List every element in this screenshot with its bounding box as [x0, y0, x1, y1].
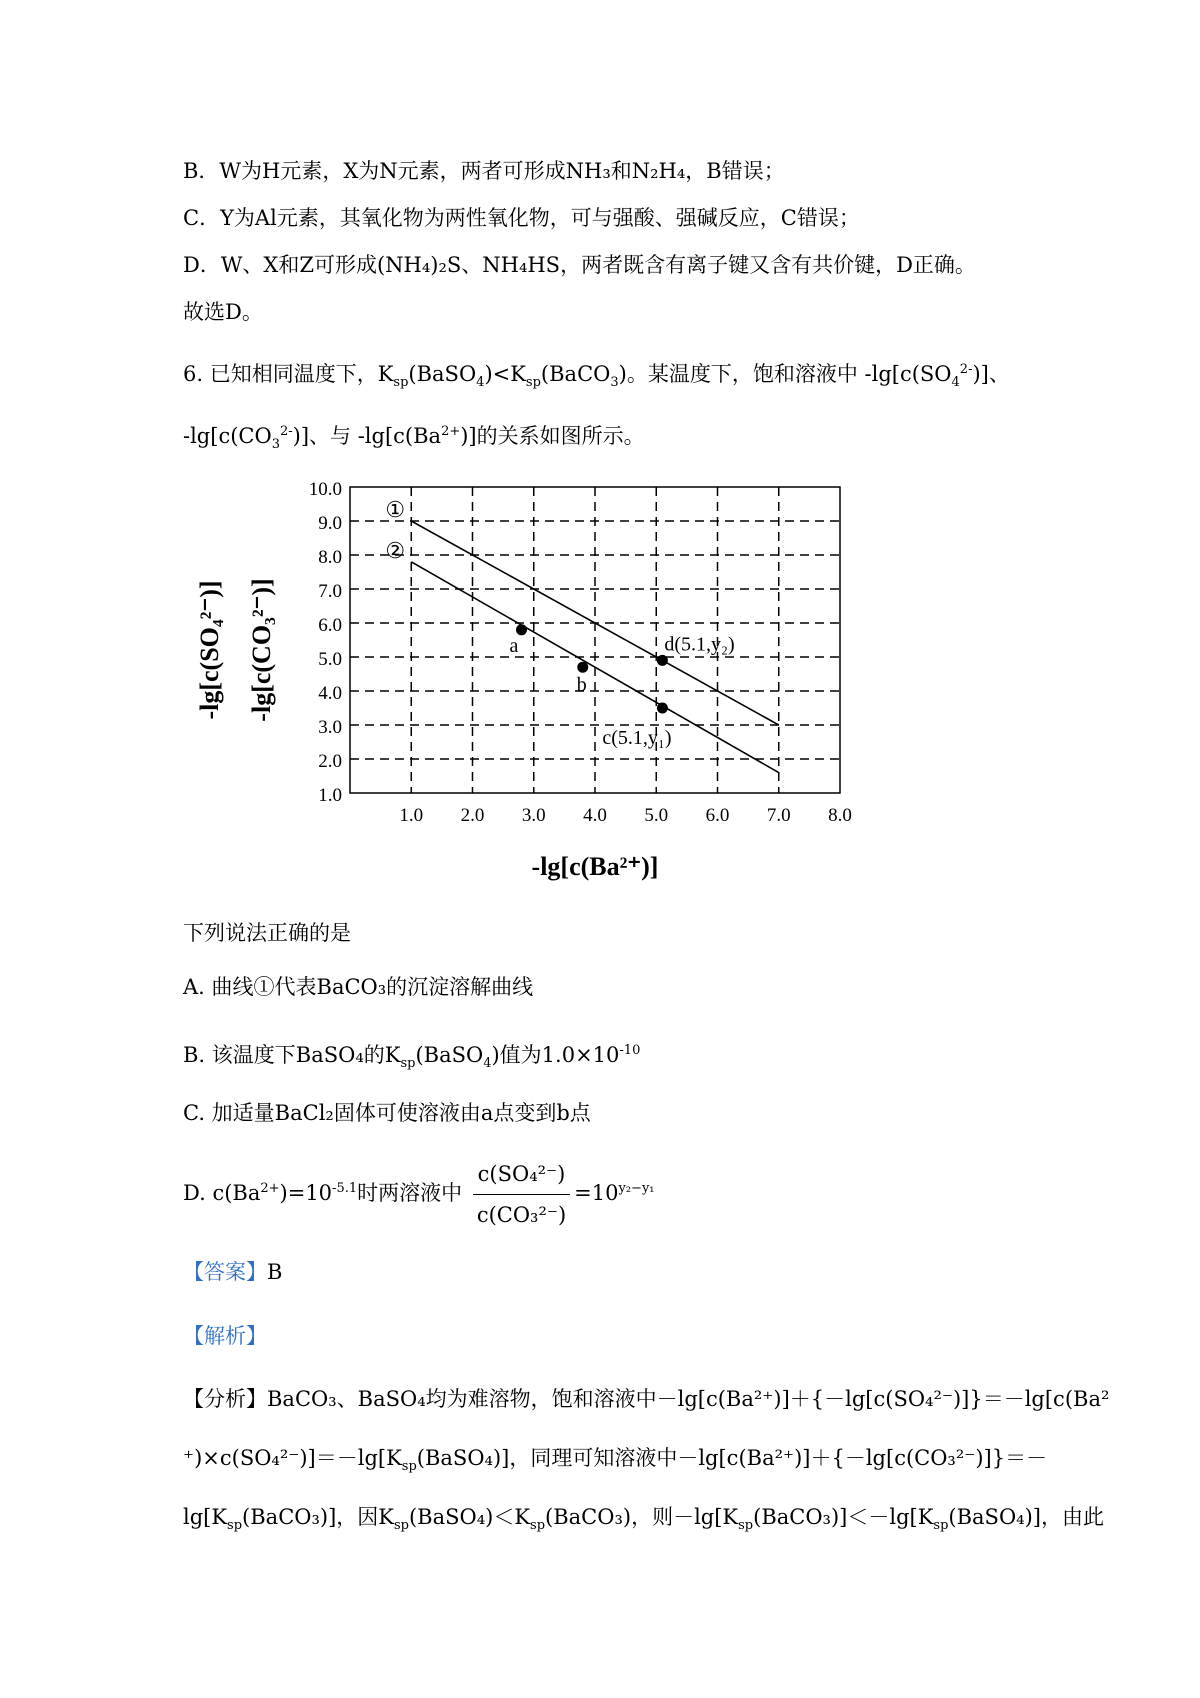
y-tick-label: 5.0	[318, 649, 342, 670]
data-point	[577, 662, 588, 673]
x-tick-label: 1.0	[399, 805, 424, 826]
analysis-text: (BaCO₃)]，因K	[242, 1505, 394, 1529]
x-tick-label: 3.0	[521, 805, 546, 826]
fraction-numerator: c(SO₄²⁻)	[473, 1154, 570, 1195]
q6-text: (BaSO	[408, 362, 477, 386]
option-b-sub: 4	[483, 1056, 492, 1072]
q6-text: -lg[c(CO	[183, 424, 272, 448]
q6-sub: sp	[525, 375, 541, 391]
y-tick-label: 6.0	[318, 615, 342, 636]
x-tick-label: 6.0	[705, 805, 730, 826]
text-line-b: B．W为H元素，X为N元素，两者可形成NH₃和N₂H₄，B错误；	[183, 159, 785, 183]
option-b-sup: -10	[619, 1043, 641, 1058]
analysis-sub: sp	[530, 1518, 546, 1534]
analysis-sub: sp	[738, 1518, 754, 1534]
text-line-c: C．Y为Al元素，其氧化物为两性氧化物，可与强酸、强碱反应，C错误；	[183, 206, 860, 230]
answer	[183, 1256, 282, 1286]
x-axis-label: -lg[c(Ba²⁺)]	[531, 852, 659, 881]
question-6-line2	[183, 417, 645, 460]
answer-label: 【答案】	[183, 1260, 267, 1284]
analysis-heading: 【解析】	[183, 1324, 267, 1348]
q6-sub: 3	[610, 375, 619, 391]
data-point	[516, 624, 527, 635]
answer-value: B	[267, 1260, 283, 1284]
option-c: C. 加适量BaCl₂固体可使溶液由a点变到b点	[183, 1101, 591, 1125]
option-b-text: )值为1.0×10	[491, 1043, 620, 1067]
prompt-text: 下列说法正确的是	[183, 921, 351, 945]
option-d-text: D. c(Ba	[183, 1181, 261, 1205]
analysis-text: (BaCO₃)]＜－lg[K	[753, 1505, 934, 1529]
q6-text: )。某温度下，饱和溶液中 -lg[c(SO	[618, 362, 952, 386]
y-axis-label-2: -lg[c(CO₃²⁻)]	[247, 578, 276, 722]
y-tick-label: 1.0	[318, 785, 342, 806]
q6-sup: 2-	[279, 424, 293, 439]
x-tick-label: 7.0	[766, 805, 791, 826]
analysis-line-3	[183, 1502, 1104, 1541]
grid-lines	[350, 487, 840, 793]
option-b-text: (BaSO	[415, 1043, 484, 1067]
option-d	[183, 1154, 655, 1235]
x-tick-label: 5.0	[644, 805, 669, 826]
x-tick-labels	[399, 805, 852, 826]
q6-sub: 4	[951, 375, 960, 391]
analysis-sub: sp	[401, 1459, 417, 1475]
option-d-text: )=10	[279, 1181, 333, 1205]
q6-text: )]的关系如图所示。	[460, 424, 645, 448]
concentration-fraction	[473, 1154, 570, 1235]
data-point	[657, 703, 668, 714]
q6-text: )]、	[972, 362, 1010, 386]
data-points	[510, 624, 735, 749]
q6-sup: 2+	[441, 424, 461, 439]
x-tick-label: 2.0	[460, 805, 485, 826]
option-d-sup: -5.1	[332, 1181, 358, 1196]
y-tick-label: 7.0	[318, 581, 342, 602]
option-a: A. 曲线①代表BaCO₃的沉淀溶解曲线	[183, 975, 534, 999]
x-tick-label: 8.0	[828, 805, 852, 826]
option-d-text: 时两溶液中	[357, 1181, 463, 1205]
analysis-text: (BaSO₄)]，同理可知溶液中－lg[c(Ba²⁺)]＋{－lg[c(CO₃²⁻)]}＝－	[416, 1446, 1048, 1470]
option-d-sup: y₂−y₁	[618, 1181, 655, 1196]
fraction-denominator: c(CO₃²⁻)	[476, 1203, 567, 1227]
q6-text: )<K	[484, 362, 526, 386]
option-b-sub: sp	[400, 1056, 416, 1072]
series-label: ②	[385, 538, 406, 564]
y-tick-label: 4.0	[318, 683, 342, 704]
point-label: d(5.1,y₂)	[664, 633, 735, 656]
y-tick-label: 2.0	[318, 751, 342, 772]
analysis-text: (BaSO₄)＜K	[408, 1505, 531, 1529]
data-point	[657, 655, 668, 666]
series-labels	[385, 498, 405, 564]
question-6-line1	[183, 355, 1010, 398]
option-d-sup: 2+	[260, 1181, 280, 1196]
q6-sub: sp	[393, 375, 409, 391]
series-label: ①	[385, 498, 406, 523]
q6-sup: 2-	[959, 362, 973, 377]
q6-sub: 4	[476, 375, 485, 391]
analysis-text: lg[K	[183, 1505, 228, 1529]
text-choose: 故选D。	[183, 300, 263, 324]
option-d-text: =10	[574, 1181, 619, 1205]
y-tick-label: 3.0	[318, 717, 342, 738]
y-tick-label: 9.0	[318, 513, 342, 534]
point-label: c(5.1,y₁)	[602, 727, 672, 749]
y-axis-label-1: -lg[c(SO₄²⁻)]	[195, 580, 224, 720]
y-tick-label: 10.0	[308, 479, 342, 500]
analysis-text: (BaSO₄)]，由此	[948, 1505, 1104, 1529]
analysis-text: (BaCO₃)，则－lg[K	[545, 1505, 739, 1529]
q6-text: 6. 已知相同温度下，K	[183, 362, 394, 386]
q6-text: )]、与 -lg[c(Ba	[292, 424, 442, 448]
solubility-chart	[170, 475, 870, 895]
x-tick-label: 4.0	[583, 805, 607, 826]
option-b-text: B. 该温度下BaSO₄的K	[183, 1043, 401, 1067]
analysis-sub: sp	[393, 1518, 409, 1534]
y-tick-labels	[309, 479, 342, 806]
y-tick-label: 8.0	[318, 547, 342, 568]
analysis-text: ⁺)×c(SO₄²⁻)]＝－lg[K	[183, 1446, 402, 1470]
text-line-d: D．W、X和Z可形成(NH₄)₂S、NH₄HS，两者既含有离子键又含有共价键，D正确。	[183, 253, 976, 277]
analysis-sub: sp	[933, 1518, 949, 1534]
analysis-line-1: 【分析】BaCO₃、BaSO₄均为难溶物，饱和溶液中－lg[c(Ba²⁺)]＋{－lg[c(SO₄²⁻)]}＝－lg[c(Ba²	[183, 1387, 1110, 1411]
q6-text: (BaCO	[540, 362, 611, 386]
point-label: a	[509, 634, 519, 657]
option-b	[183, 1036, 640, 1079]
point-label: b	[576, 674, 587, 697]
analysis-line-2	[183, 1443, 1047, 1482]
q6-sub: 3	[271, 437, 280, 453]
analysis-sub: sp	[227, 1518, 243, 1534]
